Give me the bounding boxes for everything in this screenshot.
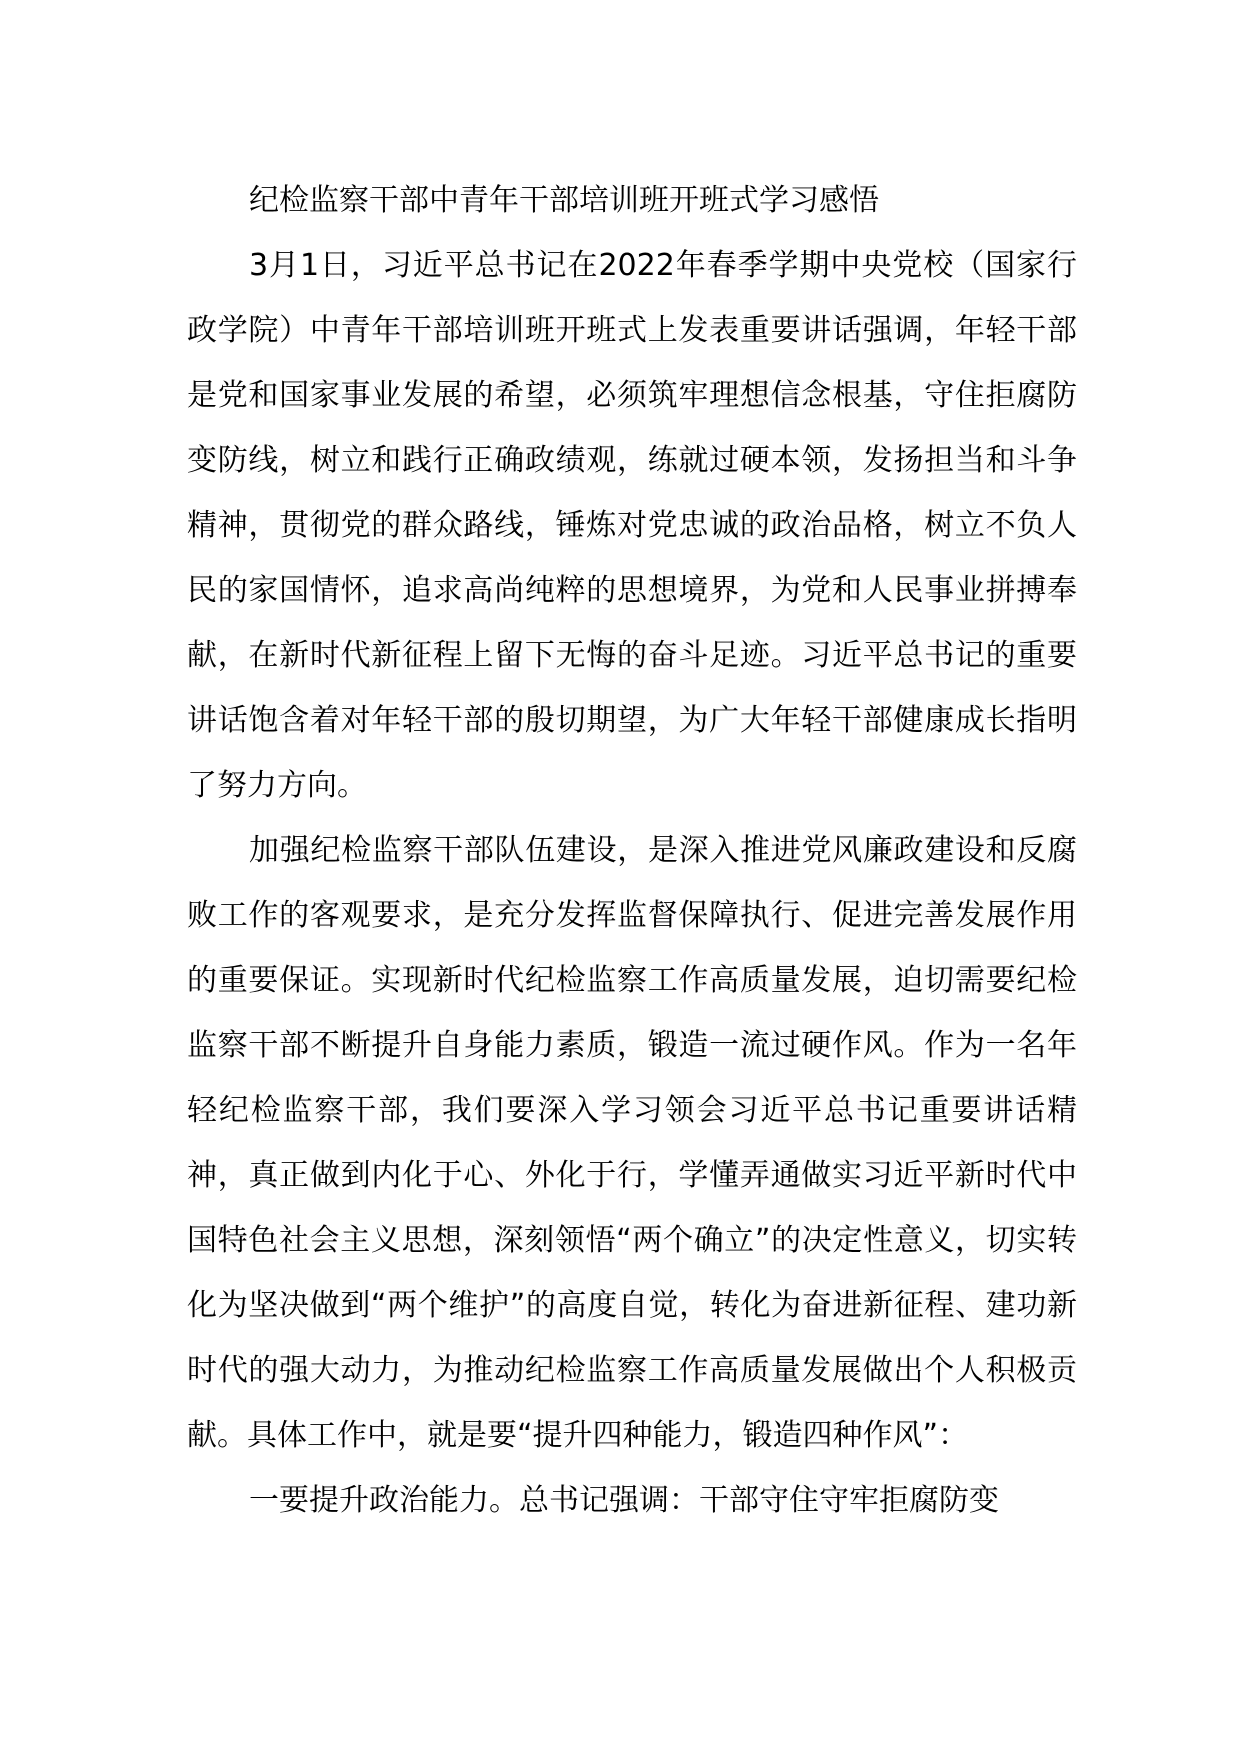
document-body [187, 168, 1077, 1533]
paragraph-1: 3月1日，习近平总书记在2022年春季学期中央党校（国家行政学院）中青年干部培训班开班式上发表重要讲话强调，年轻干部是党和国家事业发展的希望，必须筑牢理想信念根基，守住拒腐防变防线，树立和践行正确政绩观，练就过硬本领，发扬担当和斗争精神，贯彻党的群众路线，锤炼对党忠诚的政治品格，树立不负人民的家国情怀，追求高尚纯粹的思想境界，为党和人民事业拼搏奉献，在新时代新征程上留下无悔的奋斗足迹。习近平总书记的重要讲话饱含着对年轻干部的殷切期望，为广大年轻干部健康成长指明了努力方向。 [187, 248, 1077, 803]
paragraph-3: 一要提升政治能力。总书记强调：干部守住守牢拒腐防变 [249, 1483, 999, 1518]
paragraph-2: 加强纪检监察干部队伍建设，是深入推进党风廉政建设和反腐败工作的客观要求，是充分发挥监督保障执行、促进完善发展作用的重要保证。实现新时代纪检监察工作高质量发展，迫切需要纪检监察干部不断提升自身能力素质，锻造一流过硬作风。作为一名年轻纪检监察干部，我们要深入学习领会习近平总书记重要讲话精神，真正做到内化于心、外化于行，学懂弄通做实习近平新时代中国特色社会主义思想，深刻领悟“两个确立”的决定性意义，切实转化为坚决做到“两个维护”的高度自觉，转化为奋进新征程、建功新时代的强大动力，为推动纪检监察工作高质量发展做出个人积极贡献。具体工作中，就是要“提升四种能力，锻造四种作风”： [187, 833, 1077, 1453]
document-title: 纪检监察干部中青年干部培训班开班式学习感悟 [249, 183, 879, 218]
